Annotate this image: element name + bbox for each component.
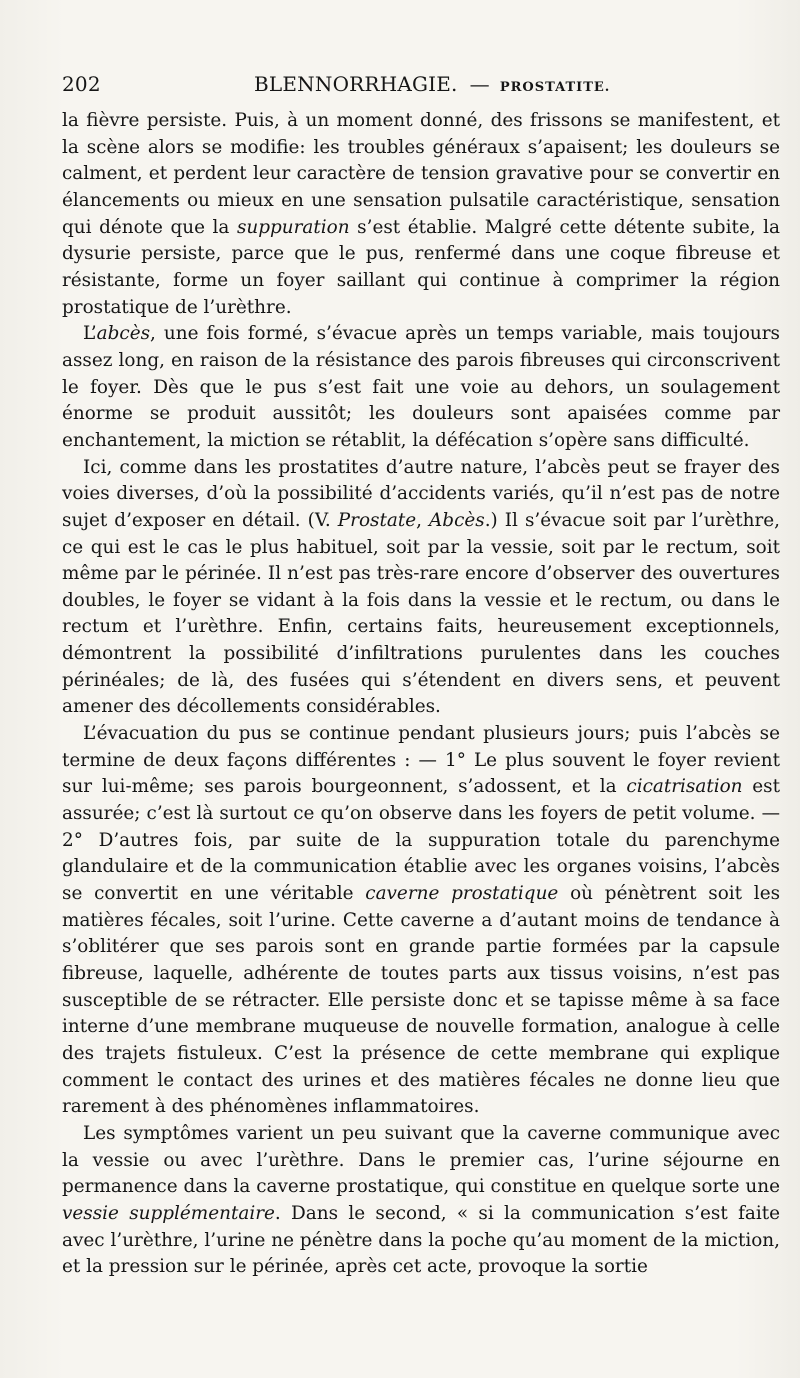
text-run: où pénètrent soit les matières fécales, soit l’urine. Cette caverne a d’autant moins de tendance à s’oblitérer que ses parois sont en grande partie formées par la capsule fibreuse, laquelle, adhérente de toutes parts aux tissus voisins, n’est pas susceptible de se rétracter. Elle persiste donc et se tapisse même à sa face interne d’une membrane muqueuse de nouvelle formation, analogue à celle des trajets fistuleux. C’est la présence de cette membrane qui explique comment le contact des urines et des matières fécales ne donne lieu que rarement à des phénomènes inflammatoires. [62,883,781,1118]
body-text [62,108,782,1281]
page-number: 202 [62,72,101,96]
text-run: la fièvre persiste. Puis, à un moment donné, des frissons se manifestent, et la scène alors se modifie: les troubles généraux s’apaisent; les douleurs se calment, et perdent leur caractère de tension gravative pour se convertir en élancements ou mieux en une sensation pulsatile caractéristique, sensation qui dénote que la [62,110,780,238]
italic-term: vessie supplémentaire [62,1202,275,1224]
text-run: L’évacuation du pus se continue pendant plusieurs jours; puis l’abcès se termine de deux façons différentes : — 1° Le plus souvent le foyer revient sur lui-même; ses parois bourgeonnent, s’adossent, et la [62,723,780,798]
italic-term: cicatrisation [626,776,743,798]
text-run: , [416,509,430,531]
italic-term: suppuration [236,216,350,238]
text-run: L’ [83,323,97,345]
paragraph-4 [62,721,780,1121]
running-header [62,72,782,106]
text-run: s’est établie. Malgré cette détente subite, la dysurie persiste, parce que le pus, renfermé dans une coque fibreuse et résistante, forme un foyer saillant qui continue à comprimer la région prostatique de l’urèthre. [62,216,780,318]
italic-term: caverne prostatique [365,883,559,905]
italic-term: Prostate [337,509,417,531]
running-head-subtitle: PROSTATITE. [499,80,611,95]
paragraph-1 [62,108,780,321]
text-run: .) Il s’évacue soit par l’urèthre, ce qui est le cas le plus habituel, soit par la vessie, soit par le rectum, soit même par le périnée. Il n’est pas très-rare encore d’observer des ouvertures doubles, le foyer se vidant à la fois dans la vessie et le rectum, ou dans le rectum et l’urèthre. Enfin, certains faits, heureusement exceptionnels, démontrent la possibilité d’infiltrations purulentes dans les couches périnéales; de là, des fusées qui s’étendent en divers sens, et peuvent amener des décollements considérables. [62,509,780,718]
running-head-separator: — [469,72,490,96]
italic-term: Abcès [429,509,485,531]
text-run: Les symptômes varient un peu suivant que la caverne communique avec la vessie ou avec l’urèthre. Dans le premier cas, l’urine séjourne en permanence dans la caverne prostatique, qui constitue en quelque sorte une [62,1122,780,1198]
running-head-title: BLENNORRHAGIE. [254,72,458,96]
italic-term: abcès [96,323,151,345]
paragraph-5 [62,1121,780,1281]
text-run: est assurée; c’est là surtout ce qu’on observe dans les foyers de petit volume. — 2° D’autres fois, par suite de la suppuration totale du parenchyme glandulaire et de la communication établie avec les organes voisins, l’abcès se convertit en une véritable [62,776,780,905]
text-run: , une fois formé, s’évacue après un temps variable, mais toujours assez long, en raison de la résistance des parois fibreuses qui circonscrivent le foyer. Dès que le pus s’est fait une voie au dehors, un soulagement énorme se produit aussitôt; les douleurs sont apaisées comme par enchantement, la miction se rétablit, la défécation s’opère sans difficulté. [62,323,780,451]
text-run: Ici, comme dans les prostatites d’autre nature, l’abcès peut se frayer des voies diverses, d’où la possibilité d’accidents variés, qu’il n’est pas de notre sujet d’exposer en détail. (V. [62,456,780,531]
paragraph-3 [62,455,780,722]
paragraph-2 [62,321,780,454]
text-run: . Dans le second, « si la communication s’est faite avec l’urèthre, l’urine ne pénètre dans la poche qu’au moment de la miction, et la pression sur le périnée, après cet acte, provoque la sortie [62,1202,780,1278]
